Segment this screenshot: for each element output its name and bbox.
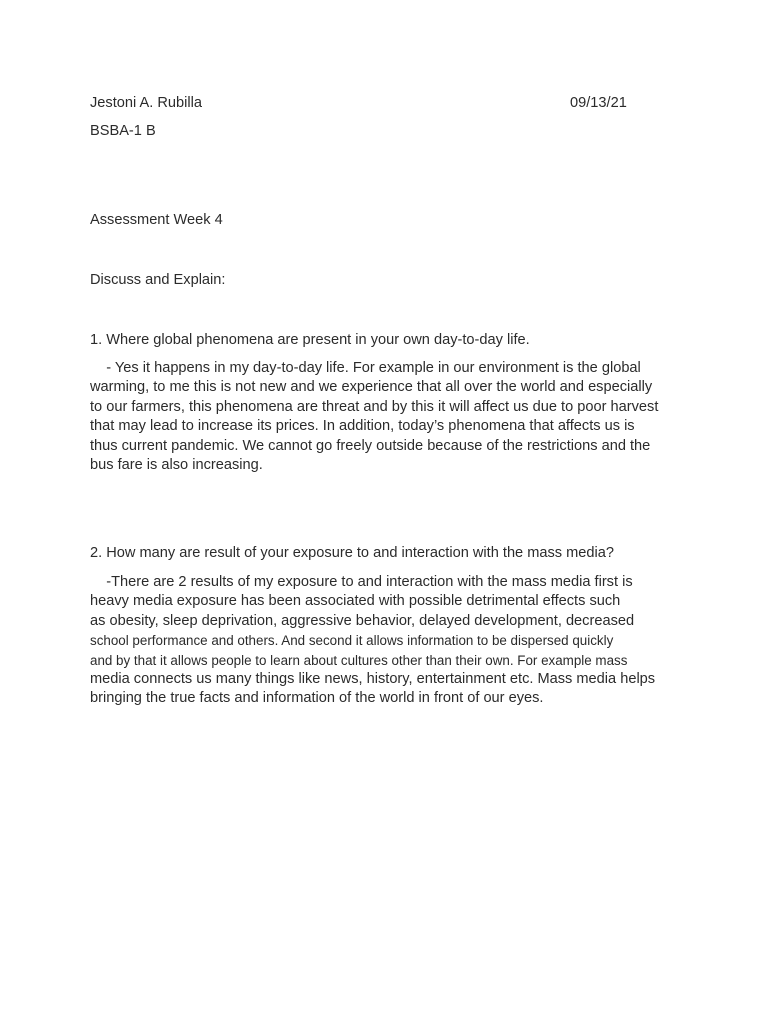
- instruction-text: Discuss and Explain:: [90, 272, 226, 288]
- answer-1-line: - Yes it happens in my day-to-day life. For example in our environment is the global: [90, 360, 641, 376]
- question-1: 1. Where global phenomena are present in your own day-to-day life.: [90, 332, 530, 348]
- answer-2-line: school performance and others. And second it allows information to be dispersed quickly: [90, 633, 614, 649]
- answer-1-line: warming, to me this is not new and we experience that all over the world and especially: [90, 379, 653, 396]
- answer-2-line: and by that it allows people to learn about cultures other than their own. For example mass: [90, 652, 628, 668]
- answer-2: [90, 573, 690, 709]
- question-2: 2. How many are result of your exposure to and interaction with the mass media?: [90, 545, 615, 561]
- answer-1: [90, 359, 690, 475]
- answer-2-line: as obesity, sleep deprivation, aggressive behavior, delayed development, decreased: [90, 612, 635, 629]
- answer-1-line: thus current pandemic. We cannot go freely outside because of the restrictions and the: [90, 437, 651, 454]
- answer-2-line: bringing the true facts and information of the world in front of our eyes.: [90, 690, 544, 707]
- answer-1-line: to our farmers, this phenomena are threat and by this it will affect us due to poor harvest: [90, 398, 659, 415]
- answer-1-line: bus fare is also increasing.: [90, 457, 263, 474]
- student-name: Jestoni A. Rubilla: [90, 95, 202, 111]
- submission-date: 09/13/21: [570, 95, 627, 111]
- answer-2-line: heavy media exposure has been associated with possible detrimental effects such: [90, 593, 621, 610]
- answer-2-line: -There are 2 results of my exposure to and interaction with the mass media first is: [90, 574, 633, 590]
- student-section: BSBA-1 B: [90, 123, 156, 139]
- assessment-title: Assessment Week 4: [90, 212, 223, 228]
- answer-1-line: that may lead to increase its prices. In addition, today’s phenomena that affects us is: [90, 418, 635, 435]
- answer-2-line: media connects us many things like news, history, entertainment etc. Mass media helps: [90, 671, 656, 688]
